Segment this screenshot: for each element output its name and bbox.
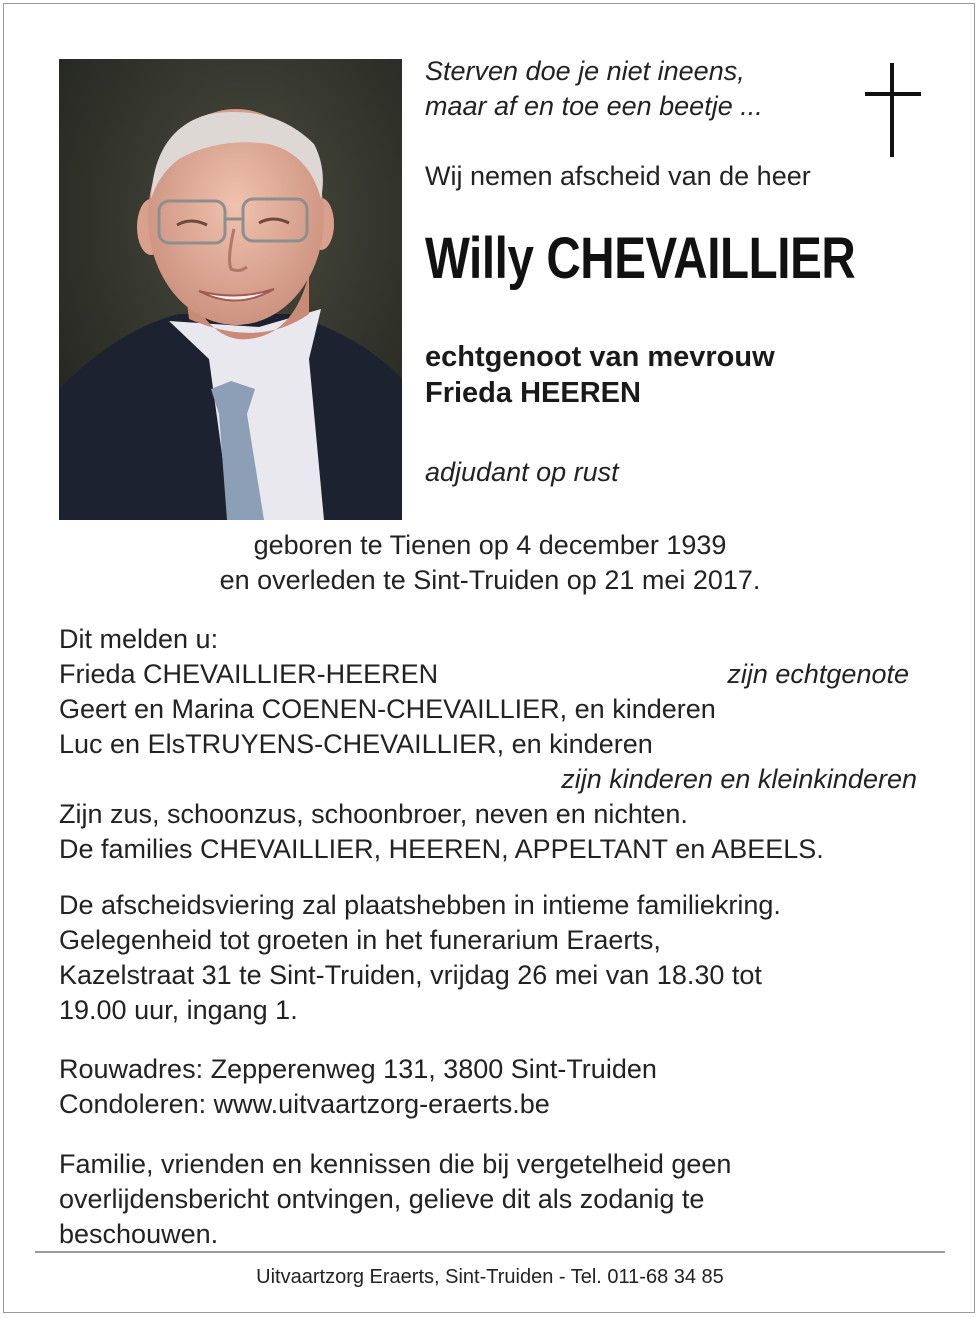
mourning-address: Rouwadres: Zepperenweg 131, 3800 Sint-Truiden — [59, 1054, 657, 1084]
occupation: adjudant op rust — [425, 457, 619, 487]
condolence-website: Condoleren: www.uitvaartzorg-eraerts.be — [59, 1089, 550, 1119]
ceremony-line-4: 19.00 uur, ingang 1. — [59, 995, 298, 1025]
spouse-line-1: echtgenoot van mevrouw — [425, 341, 775, 373]
funeral-home-footer: Uitvaartzorg Eraerts, Sint-Truiden - Tel. 011-68 34 85 — [256, 1266, 724, 1288]
announcer-siblings: Zijn zus, schoonzus, schoonbroer, neven en nichten. — [59, 799, 688, 829]
spouse-name: Frieda HEEREN — [425, 377, 641, 409]
announcer-child-1: Geert en Marina COENEN-CHEVAILLIER, en kinderen — [59, 694, 716, 724]
notice-line-3: beschouwen. — [59, 1219, 219, 1249]
announcer-children-role: zijn kinderen en kleinkinderen — [561, 764, 917, 794]
announcer-spouse-role: zijn echtgenote — [727, 659, 909, 689]
announcers-heading: Dit melden u: — [59, 624, 219, 654]
spouse-info — [425, 339, 775, 411]
portrait-photo — [59, 59, 402, 520]
ceremony-line-2: Gelegenheid tot groeten in het funerarium Eraerts, — [59, 925, 661, 955]
notice-line-1: Familie, vrienden en kennissen die bij vergetelheid geen — [59, 1149, 732, 1179]
latin-cross-icon — [865, 63, 921, 157]
verse-line-2: maar af en toe een beetje ... — [425, 91, 763, 121]
verse-line-1: Sterven doe je niet ineens, — [425, 56, 745, 86]
deceased-name: Willy CHEVAILLIER — [425, 226, 856, 291]
memorial-verse — [425, 54, 763, 124]
announcer-child-2: Luc en ElsTRUYENS-CHEVAILLIER, en kinderen — [59, 729, 653, 759]
farewell-intro: Wij nemen afscheid van de heer — [425, 161, 811, 191]
notice-line-2: overlijdensbericht ontvingen, gelieve dit als zodanig te — [59, 1184, 705, 1214]
announcer-spouse: Frieda CHEVAILLIER-HEEREN — [59, 659, 439, 689]
death-date: en overleden te Sint-Truiden op 21 mei 2017. — [219, 565, 761, 595]
footer-divider — [35, 1251, 945, 1253]
announcer-families: De families CHEVAILLIER, HEEREN, APPELTANT en ABEELS. — [59, 834, 824, 864]
ceremony-line-3: Kazelstraat 31 te Sint-Truiden, vrijdag 26 mei van 18.30 tot — [59, 960, 762, 990]
ceremony-line-1: De afscheidsviering zal plaatshebben in intieme familiekring. — [59, 890, 781, 920]
birth-date: geboren te Tienen op 4 december 1939 — [253, 530, 727, 560]
